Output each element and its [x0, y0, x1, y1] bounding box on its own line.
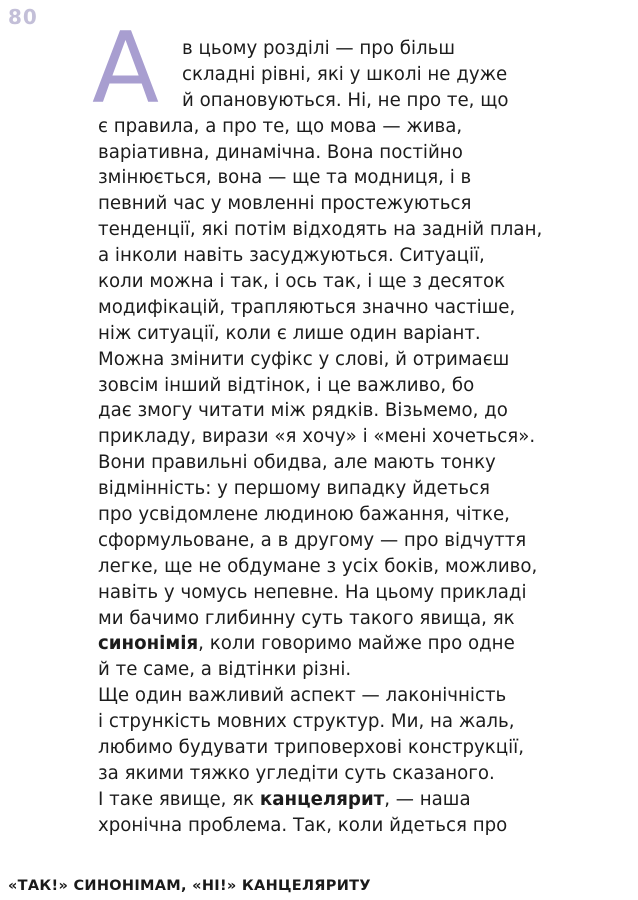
- text-line: [98, 631, 638, 657]
- text-line: в цьому розділі — про більш: [182, 38, 455, 59]
- term-kantselyaryt: канцелярит: [259, 788, 385, 810]
- text-line: хронічна проблема. Так, коли йдеться про: [98, 814, 508, 836]
- text-line: ніж ситуації, коли є лише один варіант.: [98, 322, 481, 344]
- text-line: й те саме, а відтінки різні.: [98, 659, 352, 681]
- text-line: Вони правильні обидва, але мають тонку: [98, 452, 496, 474]
- text-line: легке, ще не обдумане з усіх боків, можливо,: [98, 555, 538, 577]
- text-segment: , — наша: [384, 788, 471, 810]
- text-segment: , коли говоримо майже про одне: [198, 633, 515, 655]
- text-line: навіть у чомусь непевне. На цьому прикладі: [98, 581, 527, 603]
- text-line: певний час у мовленні простежуються: [98, 193, 472, 215]
- body-text: [98, 36, 638, 839]
- text-line: й опановуються. Ні, не про те, що: [182, 89, 509, 111]
- text-line: любимо будувати триповерхові конструкції,: [98, 737, 525, 759]
- term-synonymy: синонімія: [98, 633, 199, 655]
- text-line: а інколи навіть засуджуються. Ситуації,: [98, 245, 485, 267]
- text-line: Можна змінити суфікс у слові, й отримаєш: [98, 348, 510, 370]
- text-line: і стрункість мовних структур. Ми, на жаль,: [98, 711, 515, 733]
- text-line: змінюється, вона — ще та модниця, і в: [98, 167, 472, 189]
- text-line: тенденції, які потім відходять на задній план,: [98, 219, 543, 241]
- text-segment: І таке явище, як: [98, 788, 260, 810]
- text-line: дає змогу читати між рядків. Візьмемо, до: [98, 400, 508, 422]
- text-line: коли можна і так, і ось так, і ще з десяток: [98, 271, 506, 293]
- footer-chapter-title: «ТАК!» СИНОНІМАМ, «НІ!» КАНЦЕЛЯРИТУ: [8, 878, 371, 894]
- text-line: є правила, а про те, що мова — жива,: [98, 115, 463, 137]
- text-line: ми бачимо глибинну суть такого явища, як: [98, 607, 515, 629]
- text-line: сформульоване, а в другому — про відчуття: [98, 529, 527, 551]
- text-line: про усвідомлене людиною бажання, чітке,: [98, 504, 510, 526]
- text-line: модифікацій, трапляються значно частіше,: [98, 296, 516, 318]
- page-number: 80: [8, 5, 38, 29]
- drop-cap: А: [92, 12, 160, 126]
- text-line: [98, 787, 638, 813]
- text-line: складні рівні, які у школі не дуже: [182, 63, 508, 85]
- text-line: Ще один важливий аспект — лаконічність: [98, 685, 507, 707]
- text-line: відмінність: у першому випадку йдеться: [98, 478, 490, 500]
- text-line: варіативна, динамічна. Вона постійно: [98, 141, 463, 163]
- text-line: прикладу, вирази «я хочу» і «мені хочеться».: [98, 426, 536, 448]
- text-line: зовсім інший відтінок, і це важливо, бо: [98, 374, 475, 396]
- text-line: за якими тяжко угледіти суть сказаного.: [98, 762, 495, 784]
